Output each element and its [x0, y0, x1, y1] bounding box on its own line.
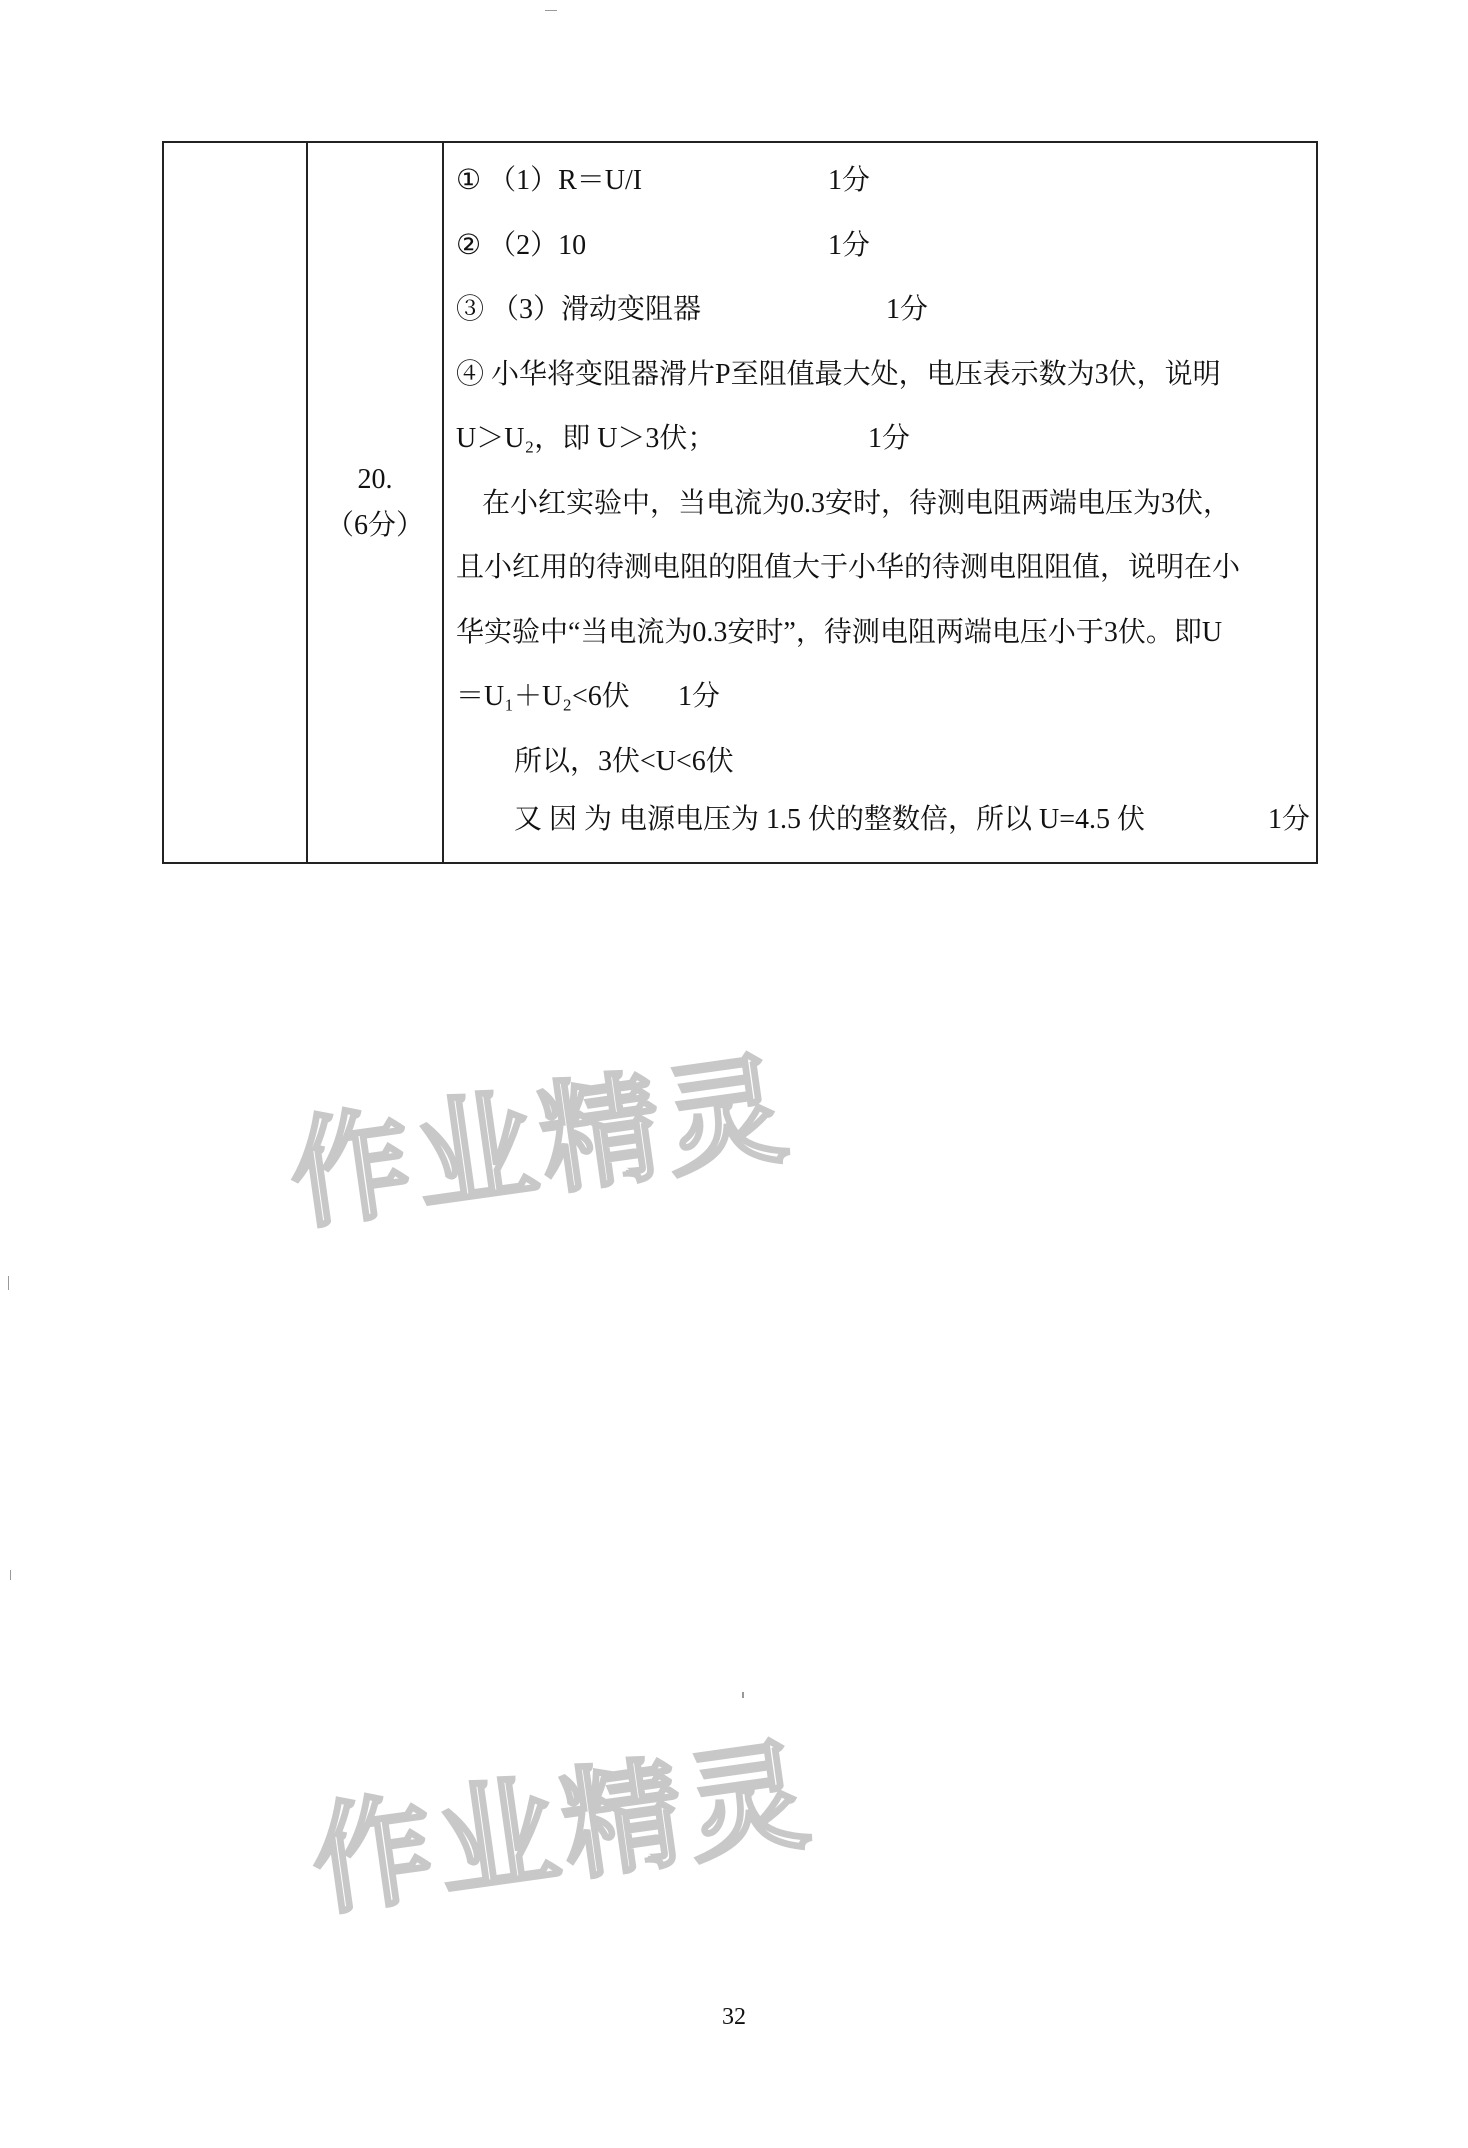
answer-line	[456, 740, 1316, 798]
answer-line	[456, 798, 1316, 863]
watermark: 作业精灵	[303, 1725, 823, 1934]
blank-cell	[163, 142, 307, 863]
answer-line	[456, 224, 1316, 289]
answer-text: ② （2）10	[456, 229, 587, 261]
watermark: 作业精灵	[281, 1039, 801, 1248]
answer-text: 在小红实验中，当电流为0.3安时，待测电阻两端电压为3伏，	[482, 487, 1232, 519]
question-points: （6分）	[325, 509, 424, 541]
answer-line	[456, 675, 1316, 740]
answer-text: U＞U₂，即 U＞3伏；	[456, 423, 716, 454]
answer-text: ＝U₁＋U₂<6伏	[456, 681, 630, 712]
score: 1分	[828, 165, 871, 196]
table-row	[163, 142, 1317, 863]
answer-text: 又 因 为 电源电压为 1.5 伏的整数倍，所以 U=4.5 伏	[514, 803, 1146, 835]
answer-line	[456, 546, 1316, 611]
answer-line	[456, 611, 1316, 676]
answer-text: 华实验中“当电流为0.3安时”，待测电阻两端电压小于3伏。即U	[456, 616, 1223, 648]
question-number: 20.	[357, 463, 393, 495]
score: 1分	[678, 681, 721, 712]
question-number-cell	[307, 142, 443, 863]
answer-table	[162, 141, 1318, 864]
answer-text: ④ 小华将变阻器滑片P至阻值最大处，电压表示数为3伏，说明	[456, 358, 1221, 390]
score: 1分	[828, 229, 871, 261]
answer-line	[456, 417, 1316, 482]
answer-cell	[443, 142, 1317, 863]
page-number: 32	[722, 2004, 746, 2030]
answer-text: 所以，3伏<U<6伏	[514, 745, 734, 777]
answer-line	[456, 288, 1316, 353]
answer-line	[456, 482, 1316, 547]
scan-speck	[742, 1692, 744, 1698]
scan-speck	[10, 1570, 11, 1580]
answer-text: ① （1）R＝U/I	[456, 165, 643, 196]
score: 1分	[886, 294, 929, 325]
answer-text: ③ （3）滑动变阻器	[456, 294, 702, 325]
answer-text: 且小红用的待测电阻的阻值大于小华的待测电阻阻值，说明在小	[456, 552, 1241, 583]
scan-speck	[545, 10, 557, 11]
scan-speck	[8, 1276, 9, 1290]
answer-line	[456, 159, 1316, 224]
score: 1分	[1268, 803, 1311, 835]
answer-line	[456, 353, 1316, 418]
score: 1分	[868, 423, 911, 454]
